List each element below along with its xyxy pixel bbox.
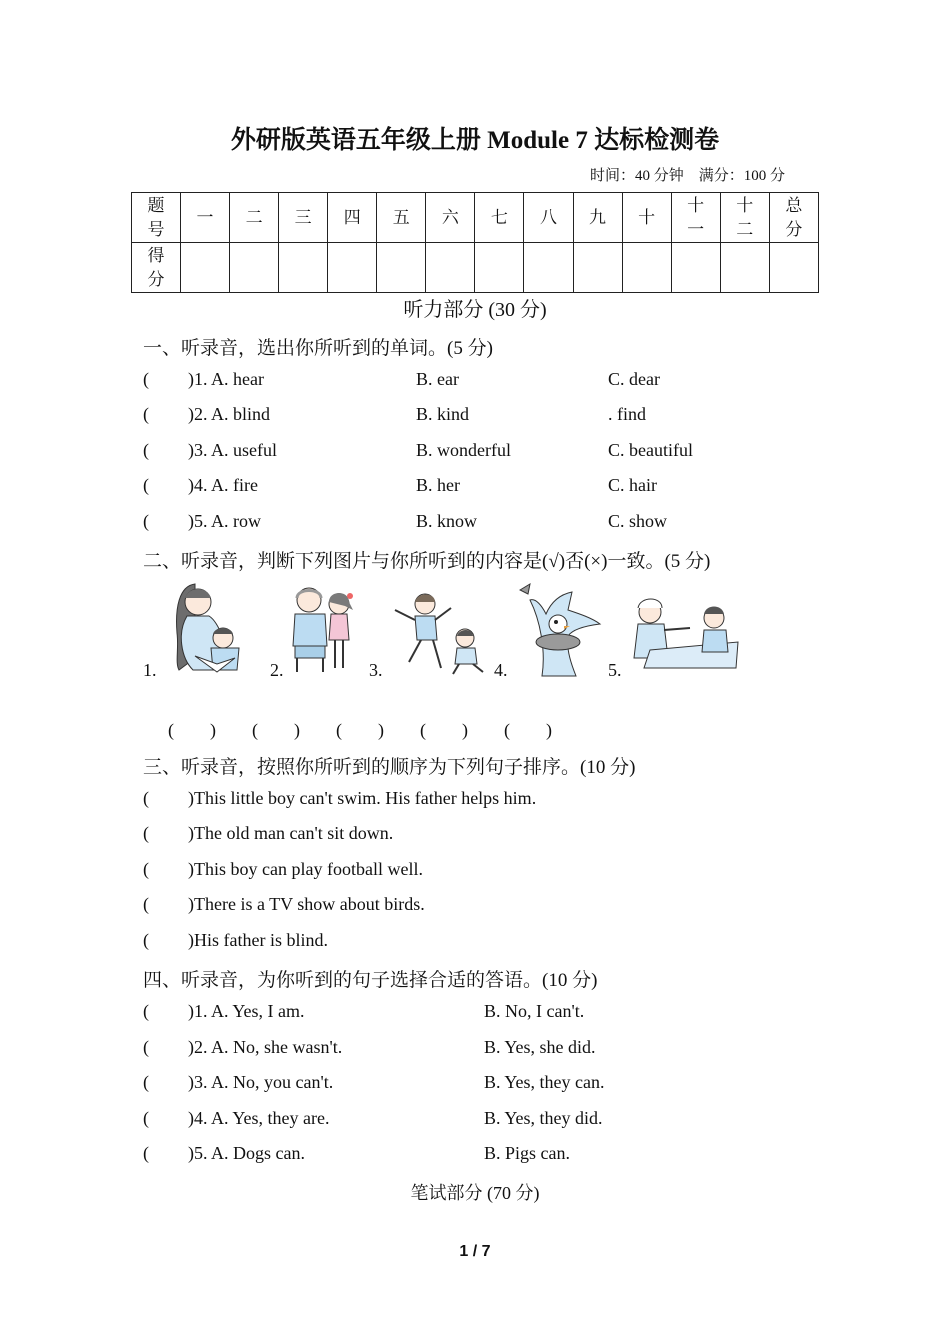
question-option-a: )5. A. Dogs can. xyxy=(188,1143,305,1163)
question-option-b: B. Yes, they did. xyxy=(484,1108,603,1128)
answer-bracket[interactable]: ( xyxy=(143,1143,149,1163)
score-header-cell: 十 二 xyxy=(720,193,769,243)
picture-number: 2. xyxy=(270,660,284,680)
score-header-cell: 四 xyxy=(328,193,377,243)
score-header-cell: 一 xyxy=(181,193,230,243)
sentence-item: )The old man can't sit down. xyxy=(188,823,394,843)
question-option-b: B. Yes, she did. xyxy=(484,1037,596,1057)
answer-bracket[interactable]: ( xyxy=(143,1037,149,1057)
score-table-header-row xyxy=(132,193,819,243)
score-input-cell[interactable] xyxy=(573,243,622,293)
picture-number: 1. xyxy=(143,660,157,680)
question-option-b: B. kind xyxy=(416,404,470,424)
score-header-cell: 十 一 xyxy=(671,193,720,243)
question-option-c: C. show xyxy=(608,511,668,531)
score-input-cell[interactable] xyxy=(524,243,573,293)
question-option-a: )1. A. hear xyxy=(188,369,264,389)
score-header-cell: 七 xyxy=(475,193,524,243)
score-header-cell: 十 xyxy=(622,193,671,243)
section-4-heading: 四、听录音，为你听到的句子选择合适的答语。(10 分) xyxy=(143,970,598,991)
question-option-b: B. No, I can't. xyxy=(484,1001,585,1021)
question-option-b: B. Pigs can. xyxy=(484,1143,571,1163)
answer-bracket[interactable]: ( xyxy=(143,930,149,950)
listening-part-header: 听力部分 (30 分) xyxy=(403,299,547,321)
score-header-cell: 三 xyxy=(279,193,328,243)
score-input-cell[interactable] xyxy=(671,243,720,293)
answer-bracket[interactable]: ( xyxy=(143,1072,149,1092)
score-input-cell[interactable] xyxy=(181,243,230,293)
answer-bracket[interactable]: ( xyxy=(143,404,149,424)
question-option-b: B. wonderful xyxy=(416,440,511,460)
picture-number: 3. xyxy=(369,660,383,680)
question-option-b: B. ear xyxy=(416,369,459,389)
question-option-a: )2. A. No, she wasn't. xyxy=(188,1037,343,1057)
picture-children-playing xyxy=(387,590,492,675)
score-header-cell: 题 号 xyxy=(132,193,181,243)
section-3-heading: 三、听录音，按照你所听到的顺序为下列句子排序。(10 分) xyxy=(143,757,636,778)
score-input-cell[interactable] xyxy=(475,243,524,293)
answer-bracket[interactable]: ( xyxy=(143,823,149,843)
page-number: 1 / 7 xyxy=(459,1243,491,1260)
score-table xyxy=(131,192,819,293)
score-header-cell: 八 xyxy=(524,193,573,243)
section-1-heading: 一、听录音，选出你所听到的单词。(5 分) xyxy=(143,338,493,359)
answer-bracket[interactable]: ( xyxy=(143,1108,149,1128)
answer-bracket[interactable]: ( xyxy=(143,475,149,495)
question-option-a: )2. A. blind xyxy=(188,404,271,424)
score-header-cell: 二 xyxy=(230,193,279,243)
section-2-heading: 二、听录音，判断下列图片与你所听到的内容是(√)否(×)一致。(5 分) xyxy=(143,551,711,572)
score-input-cell[interactable] xyxy=(769,243,818,293)
question-option-c: C. beautiful xyxy=(608,440,693,460)
picture-number: 4. xyxy=(494,660,508,680)
answer-bracket[interactable]: ( xyxy=(143,859,149,879)
question-option-a: )3. A. No, you can't. xyxy=(188,1072,334,1092)
score-input-cell[interactable] xyxy=(426,243,475,293)
answer-bracket[interactable]: ( xyxy=(143,511,149,531)
question-option-c: C. dear xyxy=(608,369,660,389)
score-row-label: 得 分 xyxy=(132,243,181,293)
score-input-cell[interactable] xyxy=(720,243,769,293)
score-input-cell[interactable] xyxy=(328,243,377,293)
score-input-cell[interactable] xyxy=(622,243,671,293)
question-option-b: B. Yes, they can. xyxy=(484,1072,605,1092)
question-option-a: )4. A. fire xyxy=(188,475,258,495)
score-table-score-row xyxy=(132,243,819,293)
answer-bracket[interactable]: ( xyxy=(143,369,149,389)
sentence-item: )His father is blind. xyxy=(188,930,328,950)
picture-grandfather-girl xyxy=(287,580,362,675)
question-option-a: )3. A. useful xyxy=(188,440,277,460)
score-input-cell[interactable] xyxy=(230,243,279,293)
score-input-cell[interactable] xyxy=(279,243,328,293)
written-part-header: 笔试部分 (70 分) xyxy=(410,1183,540,1203)
question-option-a: )4. A. Yes, they are. xyxy=(188,1108,330,1128)
picture-answer-row[interactable]: ( ) ( ) ( ) ( ) ( ) xyxy=(168,720,552,740)
score-header-cell: 总 分 xyxy=(769,193,818,243)
answer-bracket[interactable]: ( xyxy=(143,894,149,914)
score-input-cell[interactable] xyxy=(377,243,426,293)
question-option-a: )5. A. row xyxy=(188,511,261,531)
answer-bracket[interactable]: ( xyxy=(143,440,149,460)
question-option-c: C. hair xyxy=(608,475,657,495)
sentence-item: )This boy can play football well. xyxy=(188,859,423,879)
picture-mother-reading xyxy=(165,578,245,678)
answer-bracket[interactable]: ( xyxy=(143,788,149,808)
question-option-b: B. her xyxy=(416,475,460,495)
question-option-c: . find xyxy=(608,404,646,424)
exam-meta: 时间：40 分钟 满分：100 分 xyxy=(590,168,786,184)
answer-bracket[interactable]: ( xyxy=(143,1001,149,1021)
sentence-item: )There is a TV show about birds. xyxy=(188,894,425,914)
picture-number: 5. xyxy=(608,660,622,680)
question-option-a: )1. A. Yes, I am. xyxy=(188,1001,305,1021)
score-header-cell: 六 xyxy=(426,193,475,243)
score-header-cell: 九 xyxy=(573,193,622,243)
picture-nurse-patient xyxy=(630,592,740,672)
sentence-item: )This little boy can't swim. His father helps him. xyxy=(188,788,537,808)
question-option-b: B. know xyxy=(416,511,478,531)
score-header-cell: 五 xyxy=(377,193,426,243)
exam-title: 外研版英语五年级上册 Module 7 达标检测卷 xyxy=(230,127,720,154)
picture-bird-nest-tree xyxy=(512,580,607,678)
